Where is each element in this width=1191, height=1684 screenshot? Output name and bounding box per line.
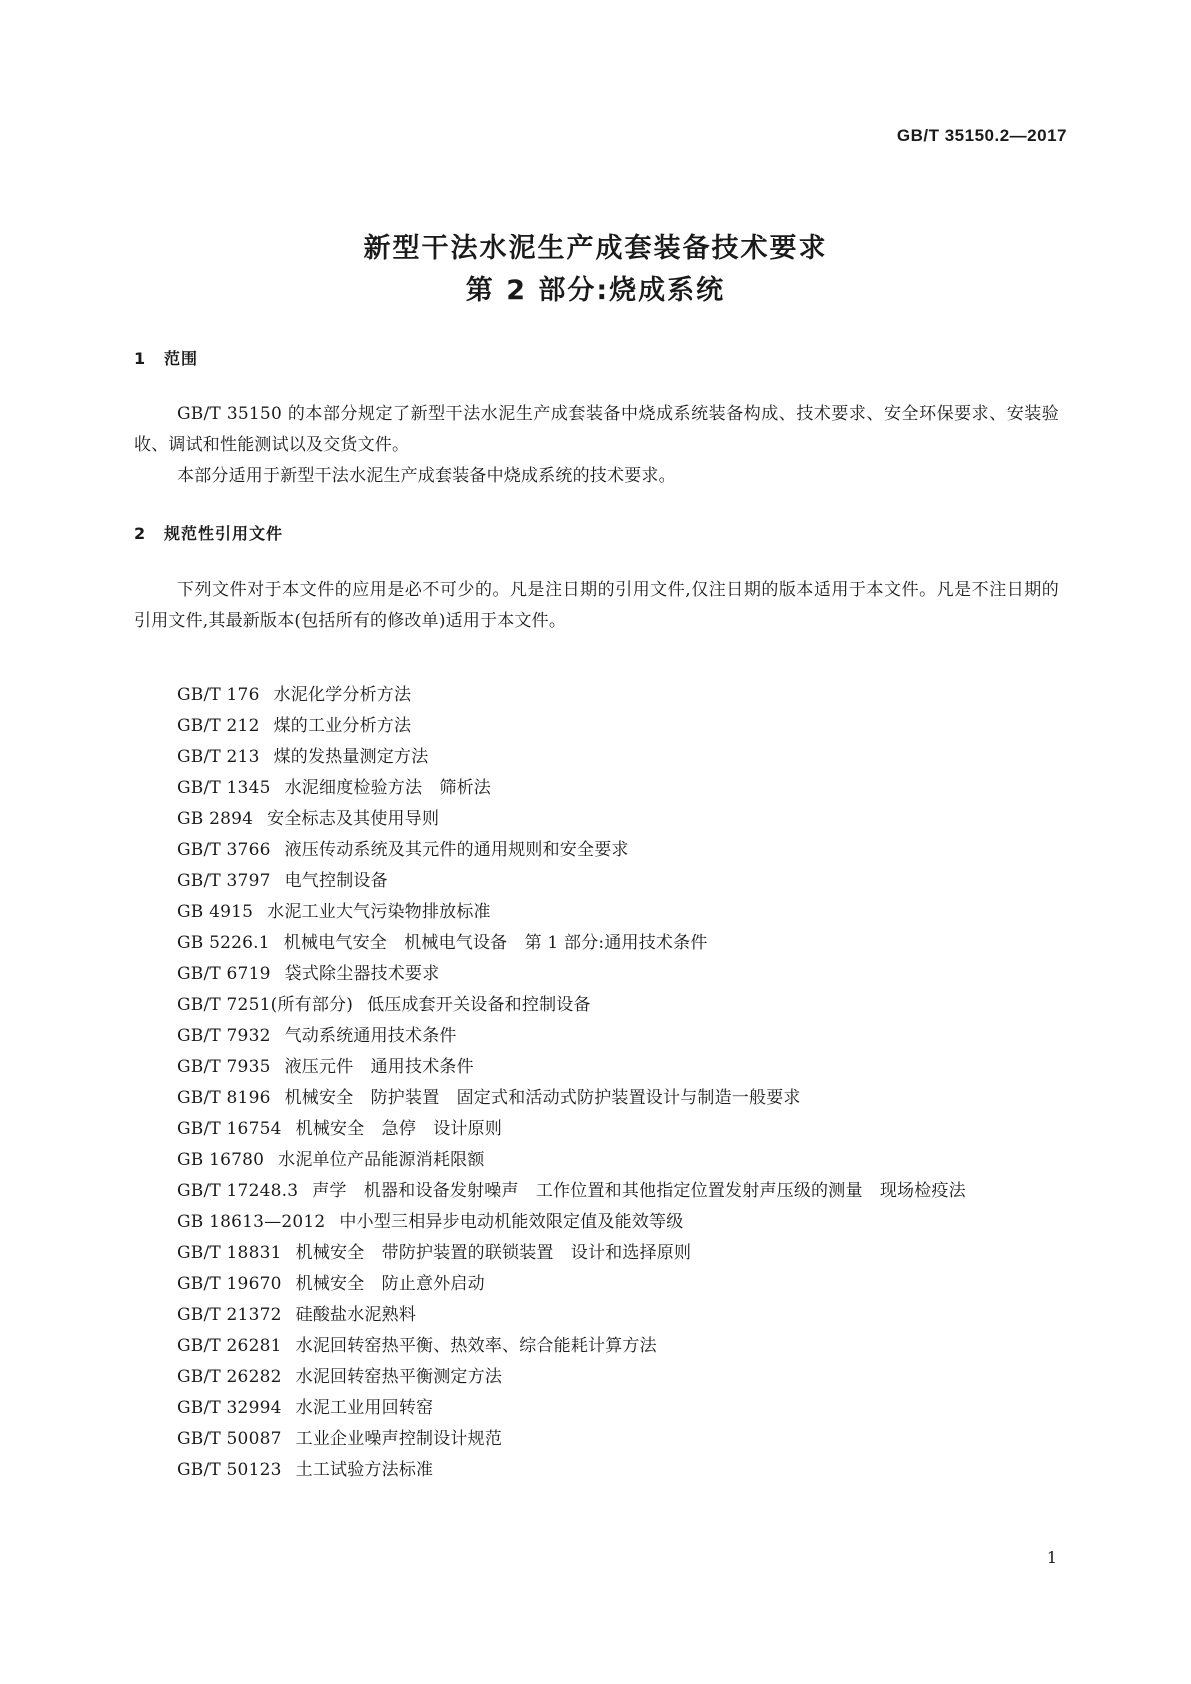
reference-title: 低压成套开关设备和控制设备 [367, 995, 591, 1015]
reference-code: GB/T 50087 [177, 1429, 282, 1449]
reference-code: GB/T 3766 [177, 840, 271, 860]
reference-item [134, 1300, 1059, 1331]
scope-paragraph-1: GB/T 35150 的本部分规定了新型干法水泥生产成套装备中烧成系统装备构成、技术要求、安全环保要求、安装验收、调试和性能测试以及交货文件。 [134, 404, 1059, 455]
reference-code: GB/T 7932 [177, 1026, 271, 1046]
reference-item [134, 1269, 1059, 1300]
reference-code: GB 18613—2012 [177, 1212, 326, 1232]
reference-code: GB/T 21372 [177, 1305, 282, 1325]
reference-item [134, 897, 1059, 928]
reference-code: GB 4915 [177, 902, 254, 922]
reference-item [134, 804, 1059, 835]
section-number: 1 [134, 349, 147, 368]
reference-code: GB/T 32994 [177, 1398, 282, 1418]
reference-title: 液压传动系统及其元件的通用规则和安全要求 [284, 840, 629, 860]
reference-item [134, 1362, 1059, 1393]
reference-code: GB 16780 [177, 1150, 265, 1170]
reference-item [134, 1424, 1059, 1455]
reference-code: GB/T 212 [177, 716, 260, 736]
reference-item [134, 1393, 1059, 1424]
reference-code: GB/T 3797 [177, 871, 271, 891]
reference-code: GB/T 17248.3 [177, 1181, 299, 1201]
reference-item [134, 1145, 1059, 1176]
references-intro-paragraph: 下列文件对于本文件的应用是必不可少的。凡是注日期的引用文件,仅注日期的版本适用于本文件。凡是不注日期的引用文件,其最新版本(包括所有的修改单)适用于本文件。 [134, 580, 1059, 631]
reference-code: GB/T 7935 [177, 1057, 271, 1077]
reference-code: GB/T 26282 [177, 1367, 282, 1387]
reference-title: 机械电气安全 机械电气设备 第 1 部分:通用技术条件 [283, 933, 708, 953]
reference-item [134, 835, 1059, 866]
standard-code: GB/T 35150.2—2017 [896, 126, 1067, 145]
reference-title: 机械安全 急停 设计原则 [295, 1119, 503, 1139]
scope-paragraph-2: 本部分适用于新型干法水泥生产成套装备中烧成系统的技术要求。 [177, 466, 676, 486]
reference-code: GB/T 213 [177, 747, 260, 767]
reference-item [134, 773, 1059, 804]
reference-code: GB/T 8196 [177, 1088, 271, 1108]
title-line-1: 新型干法水泥生产成套装备技术要求 [363, 233, 828, 264]
reference-item [134, 1083, 1059, 1114]
title-line-2: 第 2 部分:烧成系统 [465, 275, 726, 306]
section-heading-normative-references [134, 521, 283, 544]
reference-title: 声学 机器和设备发射噪声 工作位置和其他指定位置发射声压级的测量 现场检疫法 [312, 1181, 966, 1201]
reference-code: GB/T 1345 [177, 778, 271, 798]
reference-item [134, 1021, 1059, 1052]
reference-title: 机械安全 带防护装置的联锁装置 设计和选择原则 [295, 1243, 692, 1263]
reference-title: 液压元件 通用技术条件 [284, 1057, 474, 1077]
reference-title: 硅酸盐水泥熟料 [295, 1305, 417, 1325]
reference-item [134, 990, 1059, 1021]
reference-title: 机械安全 防止意外启动 [295, 1274, 485, 1294]
reference-code: GB 2894 [177, 809, 254, 829]
reference-title: 煤的发热量测定方法 [273, 747, 429, 767]
reference-title: 水泥化学分析方法 [273, 685, 412, 705]
reference-code: GB/T 6719 [177, 964, 271, 984]
reference-title: 袋式除尘器技术要求 [284, 964, 440, 984]
page-number: 1 [1046, 1548, 1057, 1567]
reference-title: 水泥工业大气污染物排放标准 [267, 902, 491, 922]
reference-title: 水泥工业用回转窑 [295, 1398, 434, 1418]
reference-item [134, 959, 1059, 990]
reference-item [134, 1052, 1059, 1083]
document-title [0, 228, 1191, 312]
reference-title: 工业企业噪声控制设计规范 [295, 1429, 503, 1449]
section-number: 2 [134, 524, 147, 543]
reference-code: GB/T 16754 [177, 1119, 282, 1139]
reference-title: 水泥细度检验方法 筛析法 [284, 778, 492, 798]
reference-item [134, 1176, 1059, 1207]
reference-title: 中小型三相异步电动机能效限定值及能效等级 [339, 1212, 684, 1232]
reference-item [134, 1455, 1059, 1486]
reference-title: 水泥单位产品能源消耗限额 [278, 1150, 485, 1170]
reference-code: GB 5226.1 [177, 933, 270, 953]
reference-code: GB/T 50123 [177, 1460, 282, 1480]
reference-code: GB/T 26281 [177, 1336, 282, 1356]
reference-title: 电气控制设备 [284, 871, 388, 891]
reference-code: GB/T 176 [177, 685, 260, 705]
reference-item [134, 1238, 1059, 1269]
reference-item [134, 711, 1059, 742]
reference-item [134, 1114, 1059, 1145]
reference-item [134, 1331, 1059, 1362]
reference-title: 安全标志及其使用导则 [267, 809, 440, 829]
reference-code: GB/T 19670 [177, 1274, 282, 1294]
reference-item [134, 680, 1059, 711]
reference-code: GB/T 18831 [177, 1243, 282, 1263]
reference-item [134, 1207, 1059, 1238]
reference-item [134, 928, 1059, 959]
reference-list [134, 680, 1059, 1486]
reference-item [134, 866, 1059, 897]
reference-title: 水泥回转窑热平衡、热效率、综合能耗计算方法 [295, 1336, 657, 1356]
reference-item [134, 742, 1059, 773]
reference-code: GB/T 7251(所有部分) [177, 995, 354, 1015]
section-title: 规范性引用文件 [164, 524, 284, 543]
section-title: 范围 [164, 349, 199, 368]
reference-title: 机械安全 防护装置 固定式和活动式防护装置设计与制造一般要求 [284, 1088, 801, 1108]
section-heading-scope [134, 346, 198, 369]
reference-title: 水泥回转窑热平衡测定方法 [295, 1367, 503, 1387]
reference-title: 煤的工业分析方法 [273, 716, 412, 736]
reference-title: 土工试验方法标准 [295, 1460, 434, 1480]
reference-title: 气动系统通用技术条件 [284, 1026, 457, 1046]
